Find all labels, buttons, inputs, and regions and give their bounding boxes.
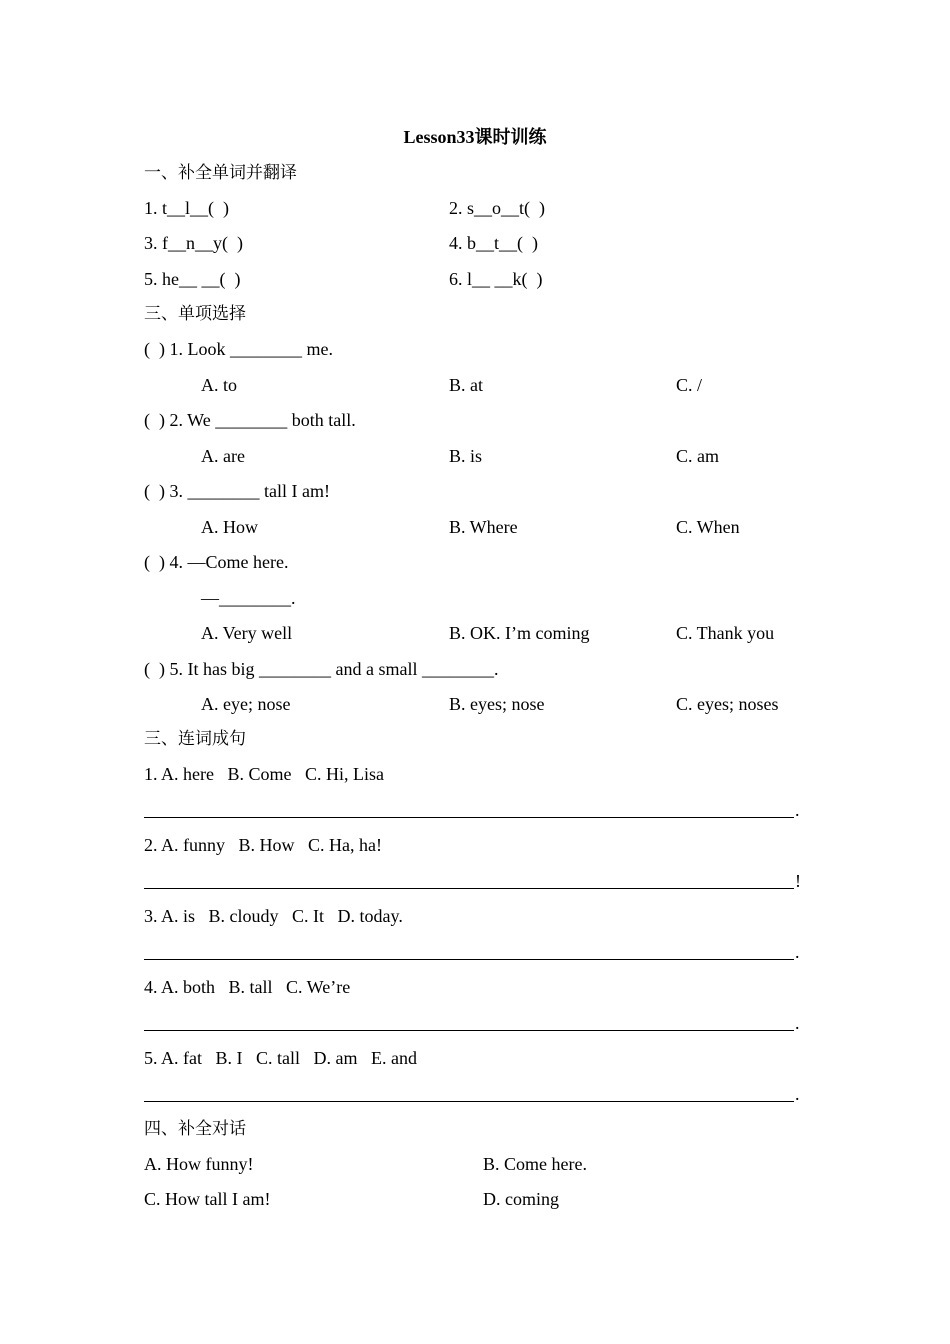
sentence-4-answer-line xyxy=(144,1030,794,1031)
sentence-3-words: 3. A. is B. cloudy C. It D. today. xyxy=(144,906,403,926)
question-3-stem: ( ) 3. ________ tall I am! xyxy=(144,481,330,501)
question-2-option-a: A. are xyxy=(201,446,245,466)
sentence-2-answer-line xyxy=(144,888,794,889)
sentence-3-answer-line xyxy=(144,959,794,960)
sentence-1-end-mark: . xyxy=(795,800,800,820)
sentence-1-words: 1. A. here B. Come C. Hi, Lisa xyxy=(144,764,384,784)
word-item-2: 2. s__o__t( ) xyxy=(449,198,545,218)
question-3-option-c: C. When xyxy=(676,517,740,537)
dialogue-option-a: A. How funny! xyxy=(144,1154,254,1174)
question-3-option-b: B. Where xyxy=(449,517,518,537)
sentence-2-end-mark: ! xyxy=(795,871,801,891)
sentence-4-end-mark: . xyxy=(795,1013,800,1033)
section3-heading: 三、连词成句 xyxy=(144,729,246,749)
question-1-stem: ( ) 1. Look ________ me. xyxy=(144,339,333,359)
word-item-4: 4. b__t__( ) xyxy=(449,233,538,253)
word-item-3: 3. f__n__y( ) xyxy=(144,233,243,253)
question-1-option-c: C. / xyxy=(676,375,703,395)
section1-heading: 一、补全单词并翻译 xyxy=(144,163,297,183)
question-2-option-b: B. is xyxy=(449,446,483,466)
sentence-4-words: 4. A. both B. tall C. We’re xyxy=(144,977,351,997)
sentence-2-words: 2. A. funny B. How C. Ha, ha! xyxy=(144,835,382,855)
question-5-option-a: A. eye; nose xyxy=(201,694,291,714)
question-4-option-b: B. OK. I’m coming xyxy=(449,623,590,643)
question-1-option-b: B. at xyxy=(449,375,483,395)
page-title: Lesson33课时训练 xyxy=(403,127,547,147)
dialogue-option-b: B. Come here. xyxy=(483,1154,587,1174)
question-4-option-a: A. Very well xyxy=(201,623,293,643)
question-5-option-b: B. eyes; nose xyxy=(449,694,545,714)
question-2-option-c: C. am xyxy=(676,446,719,466)
section2-heading: 三、单项选择 xyxy=(144,304,246,324)
dialogue-option-d: D. coming xyxy=(483,1189,559,1209)
question-5-stem: ( ) 5. It has big ________ and a small ________. xyxy=(144,659,499,679)
question-2-stem: ( ) 2. We ________ both tall. xyxy=(144,410,356,430)
word-item-6: 6. l__ __k( ) xyxy=(449,269,543,289)
question-1-option-a: A. to xyxy=(201,375,237,395)
dialogue-option-c: C. How tall I am! xyxy=(144,1189,271,1209)
section4-heading: 四、补全对话 xyxy=(144,1119,246,1139)
sentence-3-end-mark: . xyxy=(795,942,800,962)
question-4-option-c: C. Thank you xyxy=(676,623,775,643)
question-4-reply: —________. xyxy=(201,588,296,608)
sentence-1-answer-line xyxy=(144,817,794,818)
word-item-5: 5. he__ __( ) xyxy=(144,269,241,289)
question-3-option-a: A. How xyxy=(201,517,258,537)
question-5-option-c: C. eyes; noses xyxy=(676,694,779,714)
sentence-5-end-mark: . xyxy=(795,1084,800,1104)
sentence-5-answer-line xyxy=(144,1101,794,1102)
question-4-stem: ( ) 4. —Come here. xyxy=(144,552,289,572)
word-item-1: 1. t__l__( ) xyxy=(144,198,229,218)
sentence-5-words: 5. A. fat B. I C. tall D. am E. and xyxy=(144,1048,417,1068)
